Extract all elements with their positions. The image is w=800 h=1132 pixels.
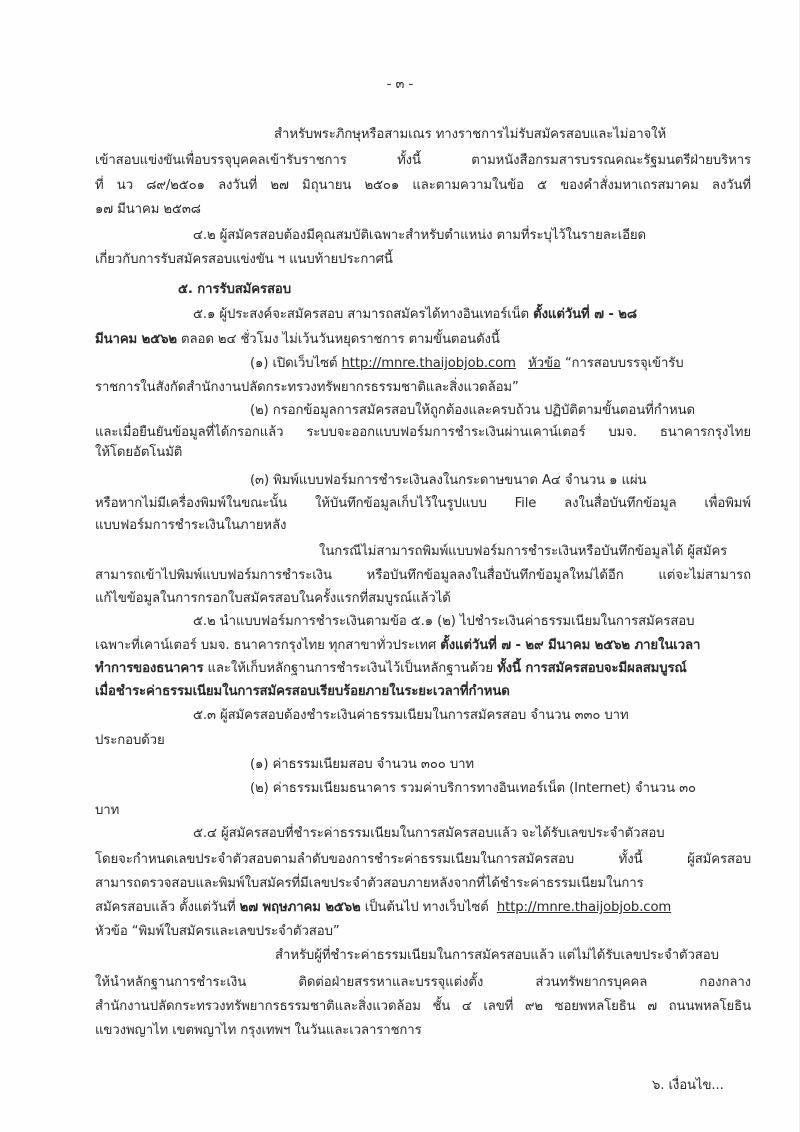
para-line: หัวข้อ “พิมพ์ใบสมัครและเลขประจำตัวสอบ”: [95, 924, 340, 939]
para-line: สามารถตรวจสอบและพิมพ์ใบสมัครที่มีเลขประจำตัวสอบภายหลังจากที่ได้ชำระค่าธรรมเนียมในการ: [95, 876, 644, 891]
date-range-bold: ตั้งแต่วันที่ ๗ - ๒๘: [533, 307, 637, 322]
para-5-1-line: ๕.๑ ผู้ประสงค์จะสมัครสอบ สามารถสมัครได้ทางอินเทอร์เน็ต ตั้งแต่วันที่ ๗ - ๒๘: [193, 307, 637, 322]
note-line: ในกรณีไม่สามารถพิมพ์แบบฟอร์มการชำระเงินหรือบันทึกข้อมูลได้ ผู้สมัคร: [319, 544, 728, 559]
para-line: มีนาคม ๒๕๖๒ ตลอด ๒๔ ชั่วโมง ไม่เว้นวันหยุดราชการ ตามขั้นตอนดังนี้: [95, 332, 500, 347]
para-line: หรือหากไม่มีเครื่องพิมพ์ในขณะนั้น ให้บันทึกข้อมูลเก็บไว้ในรูปแบบ File ลงในสื่อบันทึกข้อมูล เพื่อพิมพ์: [95, 496, 751, 511]
para-line: ราชการในสังกัดสำนักงานปลัดกระทรวงทรัพยากรธรรมชาติและสิ่งแวดล้อม”: [95, 380, 519, 395]
para-line: เข้าสอบแข่งขันเพื่อบรรจุบุคคลเข้ารับราชการ ทั้งนี้ ตามหนังสือกรมสารบรรณคณะรัฐมนตรีฝ่ายบริหาร: [95, 153, 751, 168]
para-line: ๑๗ มีนาคม ๒๕๓๘: [95, 202, 201, 217]
para-line: แก้ไขข้อมูลในการกรอกใบสมัครสอบในครั้งแรกที่สมบูรณ์แล้วได้: [95, 591, 451, 606]
page-number: - ๓ -: [386, 77, 414, 92]
para-line: ให้นำหลักฐานการชำระเงิน ติดต่อฝ่ายสรรหาและบรรจุแต่งตั้ง ส่วนทรัพยากรบุคคล กองกลาง: [95, 975, 751, 990]
continuation-marker: ๖. เงื่อนไข...: [652, 1078, 724, 1093]
step-1-line: (๑) เปิดเว็บไซต์ http://mnre.thaijobjob.com หัวข้อ “การสอบบรรจุเข้ารับ: [250, 356, 684, 371]
para-5-3-line: ๕.๓ ผู้สมัครสอบต้องชำระเงินค่าธรรมเนียมในการสมัครสอบ จำนวน ๓๓๐ บาท: [193, 708, 629, 723]
step-3-line: (๓) พิมพ์แบบฟอร์มการชำระเงินลงในกระดาษขนาด A๔ จำนวน ๑ แผ่น: [250, 473, 647, 488]
para-line: แขวงพญาไท เขตพญาไท กรุงเทพฯ ในวันและเวลาราชการ: [95, 1023, 422, 1038]
section-5-heading: ๕. การรับสมัครสอบ: [178, 282, 291, 297]
para-line: เกี่ยวกับการรับสมัครสอบแข่งขัน ฯ แนบท้ายประกาศนี้: [95, 252, 393, 267]
para-line: ประกอบด้วย: [95, 733, 165, 748]
para-line: บาท: [95, 803, 120, 818]
para-line: สำนักงานปลัดกระทรวงทรัพยากรธรรมชาติและสิ่งแวดล้อม ชั้น ๔ เลขที่ ๙๒ ซอยพหลโยธิน ๗ ถนนพหลโยธิน: [95, 999, 751, 1014]
para-4-2-line: ๔.๒ ผู้สมัครสอบต้องมีคุณสมบัติเฉพาะสำหรับตำแหน่ง ตามที่ระบุไว้ในรายละเอียด: [193, 228, 646, 243]
para-line: แบบฟอร์มการชำระเงินในภายหลัง: [95, 518, 287, 533]
para-4-1-cont-line: สำหรับพระภิกษุหรือสามเณร ทางราชการไม่รับสมัครสอบและไม่อาจให้: [274, 127, 667, 142]
para-line: สามารถเข้าไปพิมพ์แบบฟอร์มการชำระเงิน หรือบันทึกข้อมูลลงในสื่อบันทึกข้อมูลใหม่ได้อีก แต่จะไม่สามารถ: [95, 568, 751, 583]
para-line: เมื่อชำระค่าธรรมเนียมในการสมัครสอบเรียบร้อยภายในระยะเวลาที่กำหนด: [95, 684, 510, 699]
para-line: โดยจะกำหนดเลขประจำตัวสอบตามลำดับของการชำระค่าธรรมเนียมในการสมัครสอบ ทั้งนี้ ผู้สมัครสอบ: [95, 852, 751, 867]
website-link[interactable]: http://mnre.thaijobjob.com: [496, 900, 672, 915]
website-link[interactable]: http://mnre.thaijobjob.com: [341, 356, 516, 371]
para-line: ทำการของธนาคาร และให้เก็บหลักฐานการชำระเงินไว้เป็นหลักฐานด้วย ทั้งนี้ การสมัครสอบจะมีผลสมบูรณ์: [95, 661, 687, 676]
para-5-2-line: ๕.๒ นำแบบฟอร์มการชำระเงินตามข้อ ๕.๑ (๒) ไปชำระเงินค่าธรรมเนียมในการสมัครสอบ: [193, 614, 695, 629]
para-line: สมัครสอบแล้ว ตั้งแต่วันที่ ๒๗ พฤษภาคม ๒๕๖๒ เป็นต้นไป ทางเว็บไซต์ http://mnre.thaijobjob.com: [95, 900, 672, 915]
fee-item-2: (๒) ค่าธรรมเนียมธนาคาร รวมค่าบริการทางอินเทอร์เน็ต (Internet) จำนวน ๓๐: [250, 781, 696, 796]
para-line: และเมื่อยืนยันข้อมูลที่ได้กรอกแล้ว ระบบจะออกแบบฟอร์มการชำระเงินผ่านเคาน์เตอร์ บมจ. ธนาคารกรุงไทย: [95, 425, 751, 440]
step-2-line: (๒) กรอกข้อมูลการสมัครสอบให้ถูกต้องและครบถ้วน ปฏิบัติตามขั้นตอนที่กำหนด: [250, 403, 695, 418]
para-line: ให้โดยอัตโนมัติ: [95, 445, 183, 460]
fee-item-1: (๑) ค่าธรรมเนียมสอบ จำนวน ๓๐๐ บาท: [250, 757, 474, 772]
para-line: ที่ นว ๘๙/๒๕๐๑ ลงวันที่ ๒๗ มิถุนายน ๒๕๐๑ และตามความในข้อ ๕ ของคำสั่งมหาเถรสมาคม ลงวันที่: [95, 178, 751, 193]
contact-para-line: สำหรับผู้ที่ชำระค่าธรรมเนียมในการสมัครสอบแล้ว แต่ไม่ได้รับเลขประจำตัวสอบ: [275, 948, 719, 963]
para-line: เฉพาะที่เคาน์เตอร์ บมจ. ธนาคารกรุงไทย ทุกสาขาทั่วประเทศ ตั้งแต่วันที่ ๗ - ๒๙ มีนาคม ๒๕๖๒ ภายในเวลา: [95, 638, 701, 653]
para-5-4-line: ๕.๔ ผู้สมัครสอบที่ชำระค่าธรรมเนียมในการสมัครสอบแล้ว จะได้รับเลขประจำตัวสอบ: [193, 826, 665, 841]
